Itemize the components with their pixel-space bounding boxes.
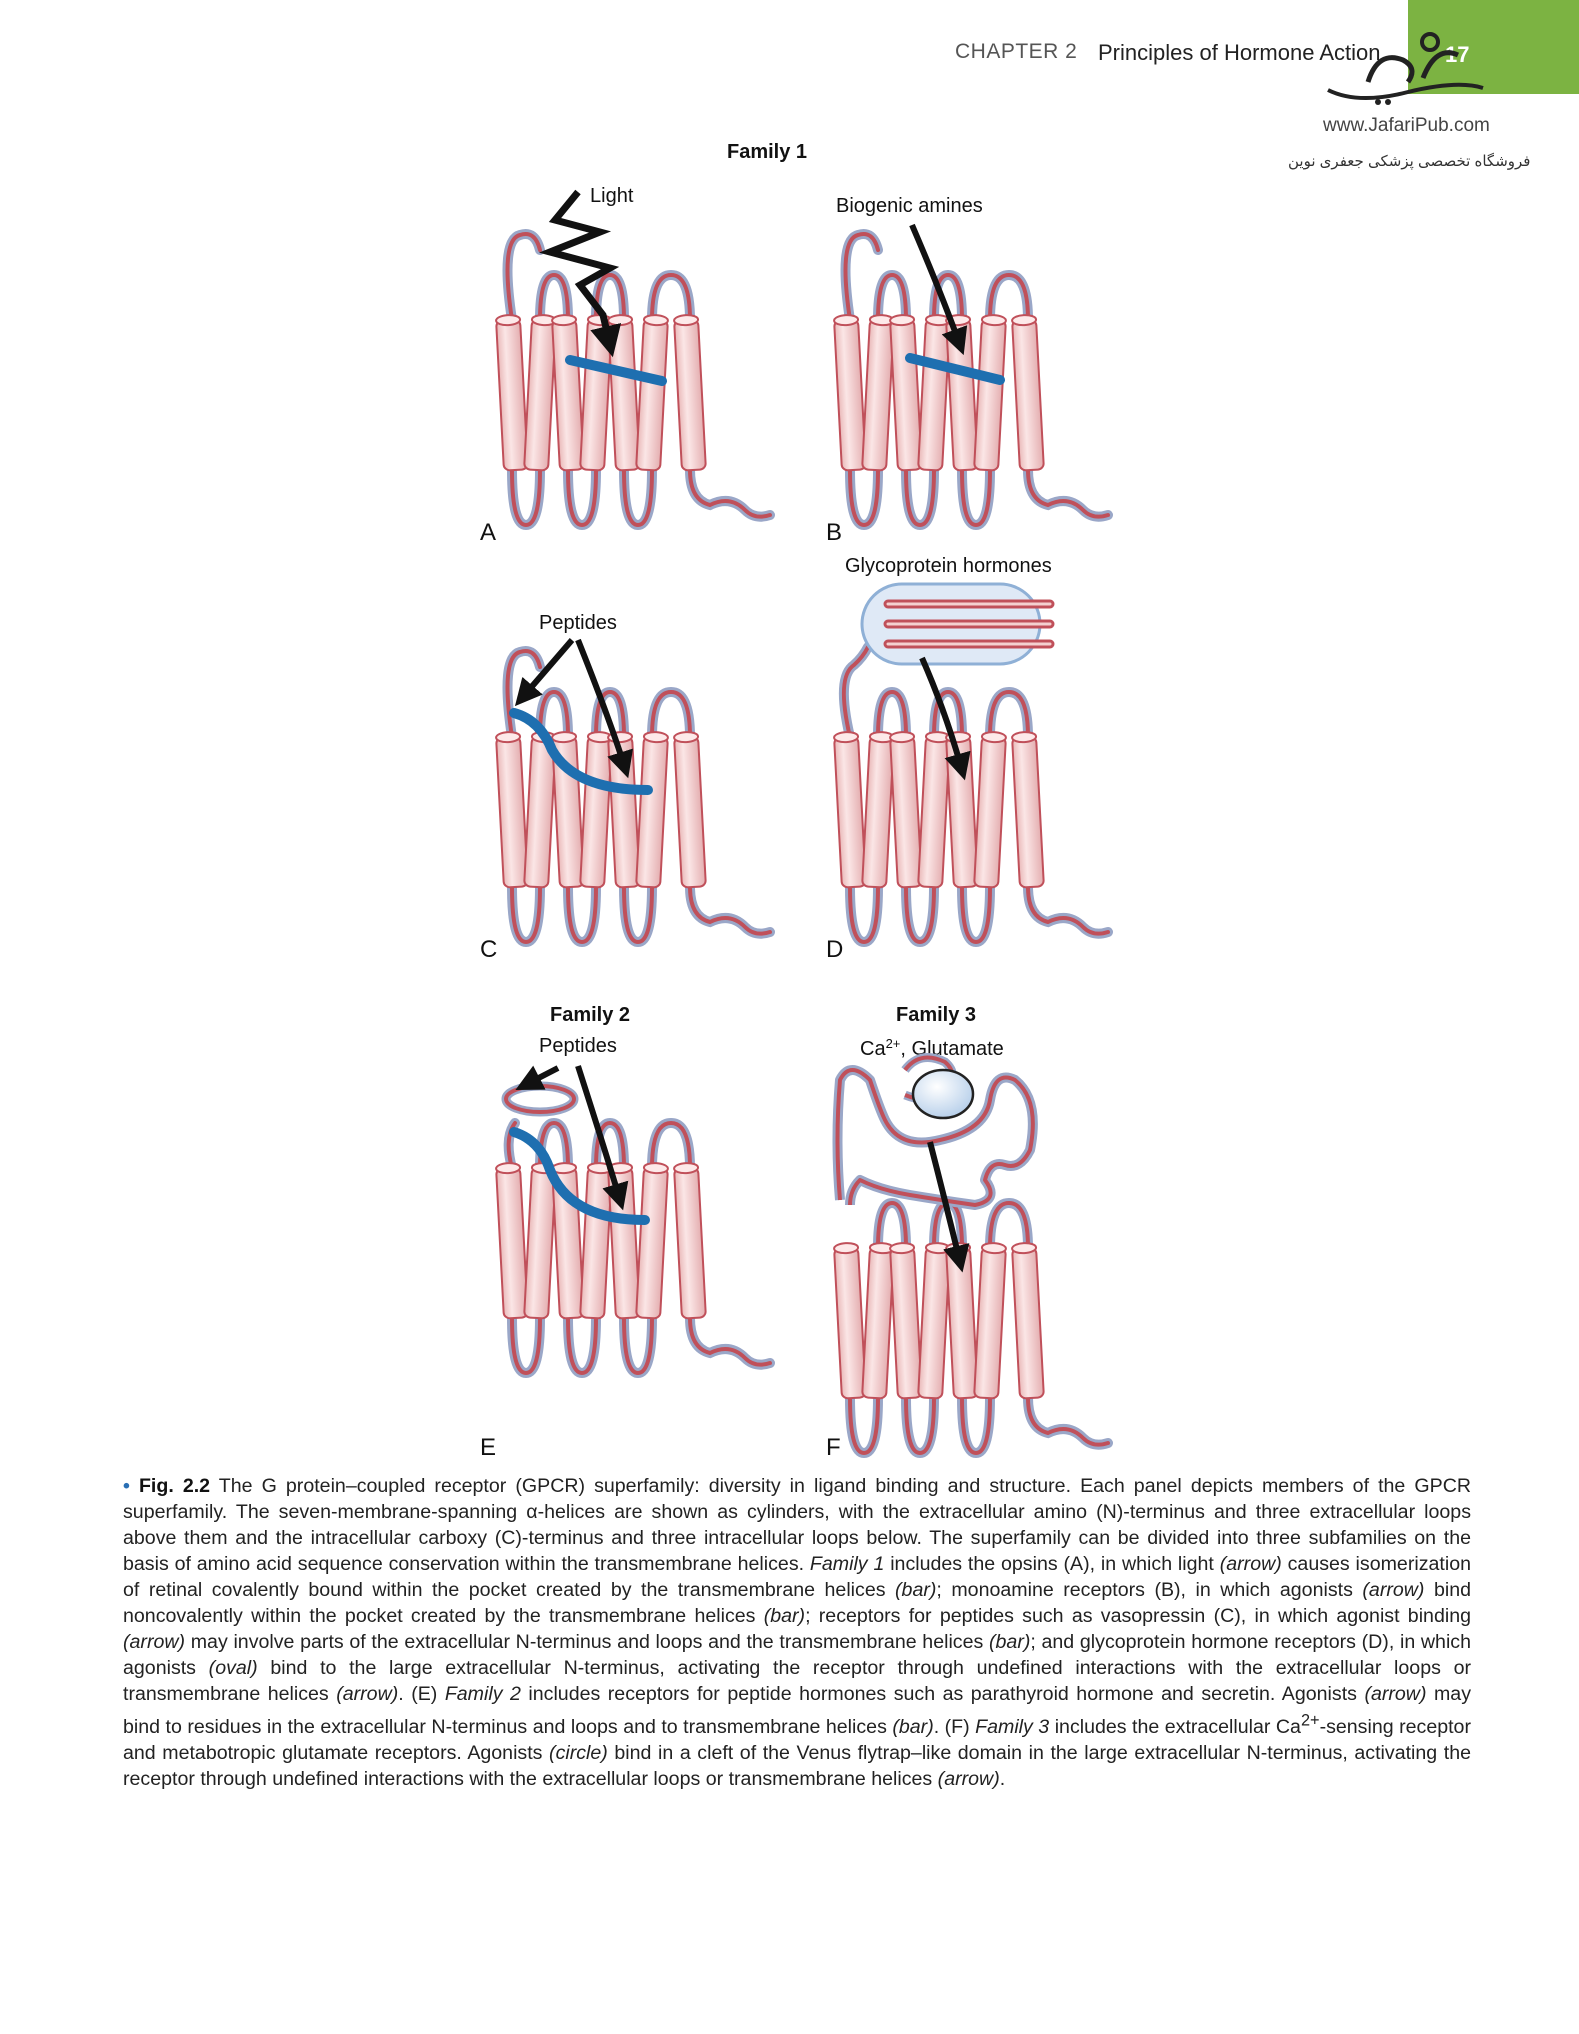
panel-f-letter: F	[826, 1434, 841, 1460]
transmembrane-helix	[674, 314, 706, 470]
transmembrane-helix	[524, 1162, 556, 1318]
transmembrane-helix	[946, 314, 978, 470]
transmembrane-helix	[862, 731, 894, 887]
transmembrane-helix	[636, 314, 668, 470]
transmembrane-helix	[580, 731, 612, 887]
family-3-heading: Family 3	[896, 1004, 977, 1026]
panel-c-ligand-label: Peptides	[539, 612, 617, 634]
transmembrane-helix	[834, 314, 866, 470]
panel-e-ligand-label: Peptides	[539, 1035, 617, 1057]
glycoprotein-oval	[862, 584, 1050, 664]
chapter-label: CHAPTER 2	[955, 40, 1078, 63]
page-number: 17	[1445, 42, 1470, 67]
transmembrane-helix	[496, 1162, 528, 1318]
panel-c-peptide-receptor	[496, 651, 770, 942]
transmembrane-helix	[974, 1242, 1006, 1398]
figure-caption	[123, 1473, 1471, 1792]
panel-d-ligand-label: Glycoprotein hormones	[845, 555, 1052, 577]
transmembrane-helix	[1012, 314, 1044, 470]
transmembrane-helix	[974, 314, 1006, 470]
family-1-heading: Family 1	[727, 141, 808, 163]
transmembrane-helix	[918, 731, 950, 887]
panel-b-letter: B	[826, 519, 843, 546]
caption-figure-label: Fig. 2.2	[138, 1475, 211, 1497]
transmembrane-helix	[496, 314, 528, 470]
publisher-shop-name: فروشگاه تخصصی پزشکی جعفری نوین	[1288, 153, 1531, 170]
transmembrane-helix	[636, 1162, 668, 1318]
transmembrane-helix	[974, 731, 1006, 887]
transmembrane-helix	[674, 1162, 706, 1318]
panel-f-family3-receptor	[834, 1203, 1108, 1453]
panel-f-ligand-label: $Ca^{2+}$, Glutamate	[860, 1036, 1004, 1060]
publisher-url: www.JafariPub.com	[1323, 115, 1490, 136]
transmembrane-helix	[890, 1242, 922, 1398]
panel-a-opsin-receptor	[496, 234, 770, 525]
transmembrane-helix	[946, 1242, 978, 1398]
transmembrane-helix	[918, 1242, 950, 1398]
panel-e-family2-receptor	[496, 1123, 770, 1373]
transmembrane-helix	[1012, 731, 1044, 887]
transmembrane-helix	[890, 314, 922, 470]
transmembrane-helix	[862, 1242, 894, 1398]
panel-d-letter: D	[826, 936, 844, 963]
panel-d-glycoprotein-receptor	[834, 647, 1108, 942]
transmembrane-helix	[834, 731, 866, 887]
caption-text: The G protein–coupled receptor (GPCR) superfamily: diversity in ligand binding and structure. Each panel depicts members of the GPCR superfamily. The seven-membrane-spanning α-helices are shown as cylinders, with the extracellular amino (N)-terminus and three extracellular loops above them and the intracellular carboxy (C)-terminus and three intracellular loops below. The superfamily can be divided into three subfamilies on the basis of amino acid sequence conservation within the transmembrane helices. Family 1 includes the opsins (A), in which light (arrow) causes isomerization of retinal covalently bound within the pocket created by the transmembrane helices (bar); monoamine receptors (B), in which agonists (arrow) bind noncovalently within the pocket created by the transmembrane helices (bar); receptors for peptides such as vasopressin (C), in which agonist binding (arrow) may involve parts of the extracellular N-terminus and loops and the transmembrane helices (bar); and glycoprotein hormone receptors (D), in which agonists (oval) bind to the large extracellular N-terminus, activating the receptor through undefined interactions with the extracellular loops or transmembrane helices (arrow). (E) Family 2 includes receptors for peptide hormones such as parathyroid hormone and secretin. Agonists (arrow) may bind to residues in the extracellular N-terminus and loops and to transmembrane helices (bar). (F) Family 3 includes the extracellular $Ca^{2+}$-sensing receptor and metabotropic glutamate receptors. Agonists (circle) bind in a cleft of the Venus flytrap–like domain in the large extracellular N-terminus, activating the receptor through undefined interactions with the extracellular loops or transmembrane helices (arrow).	[123, 1475, 1472, 1790]
family-2-heading: Family 2	[550, 1004, 631, 1026]
transmembrane-helix	[496, 731, 528, 887]
transmembrane-helix	[1012, 1242, 1044, 1398]
panel-f-agonist-circle	[913, 1070, 973, 1118]
panel-e-letter: E	[480, 1434, 497, 1460]
transmembrane-helix	[580, 1162, 612, 1318]
chapter-title: Principles of Hormone Action	[1098, 40, 1381, 65]
transmembrane-helix	[862, 314, 894, 470]
panel-c-letter: C	[480, 936, 498, 963]
transmembrane-helix	[834, 1242, 866, 1398]
panel-b-biogenic-amine-receptor	[834, 234, 1108, 525]
transmembrane-helix	[608, 314, 640, 470]
panel-b-ligand-label: Biogenic amines	[836, 195, 983, 217]
transmembrane-helix	[524, 314, 556, 470]
caption-bullet: •	[123, 1475, 130, 1497]
transmembrane-helix	[946, 731, 978, 887]
transmembrane-helix	[918, 314, 950, 470]
transmembrane-helix	[674, 731, 706, 887]
transmembrane-helix	[636, 731, 668, 887]
transmembrane-helix	[890, 731, 922, 887]
panel-a-ligand-label: Light	[590, 185, 634, 207]
transmembrane-helix	[552, 314, 584, 470]
panel-a-letter: A	[480, 519, 497, 546]
